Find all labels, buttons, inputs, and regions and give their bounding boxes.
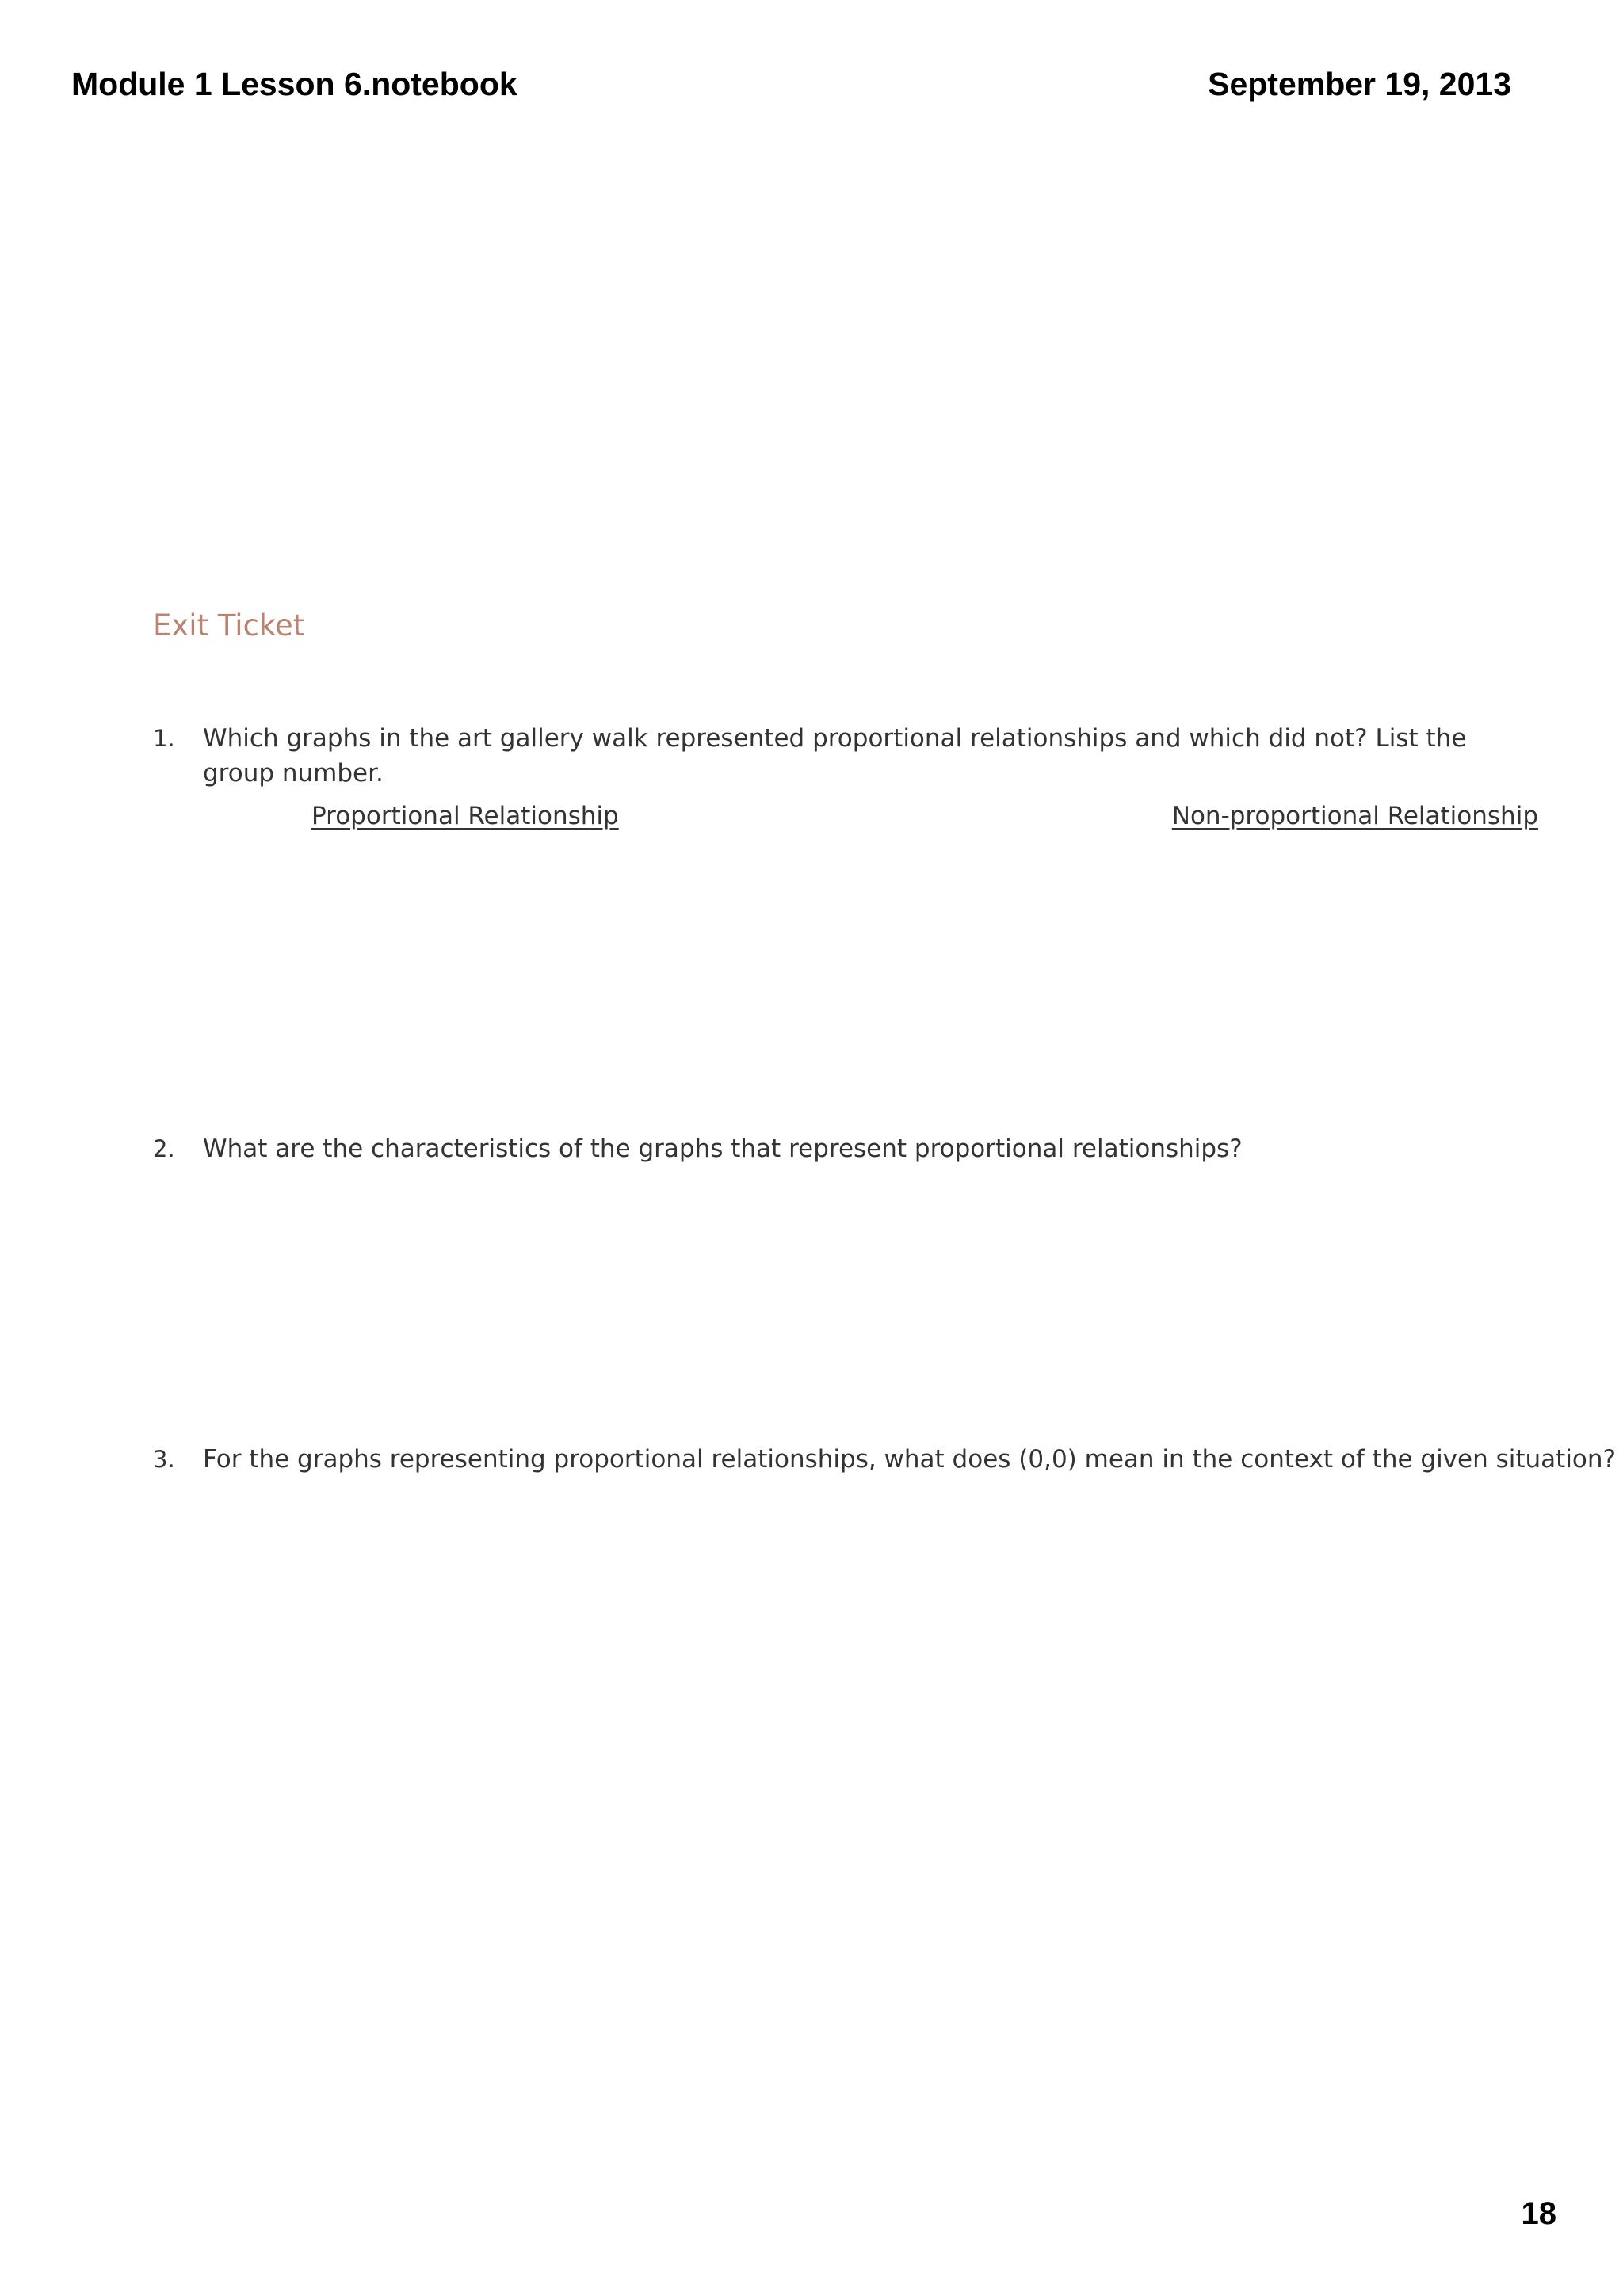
question-3-number: 3. [153,1446,175,1473]
question-1-number: 1. [153,725,175,752]
notebook-date: September 19, 2013 [1208,66,1511,102]
question-2-text: What are the characteristics of the graphs that represent proportional relationships? [203,1135,1243,1163]
question-2-number: 2. [153,1135,175,1162]
section-title: Exit Ticket [153,608,305,643]
proportional-column-heading: Proportional Relationship [311,802,619,830]
non-proportional-column-heading: Non-proportional Relationship [1171,802,1538,830]
question-3-text: For the graphs representing proportional relationships, what does (0,0) mean in the context of the given situation? [203,1445,1616,1474]
page-number: 18 [1521,2196,1556,2231]
question-1-text: Which graphs in the art gallery walk represented proportional relationships and which did not? List the group number. [203,724,1467,788]
notebook-title: Module 1 Lesson 6.notebook [71,66,517,102]
